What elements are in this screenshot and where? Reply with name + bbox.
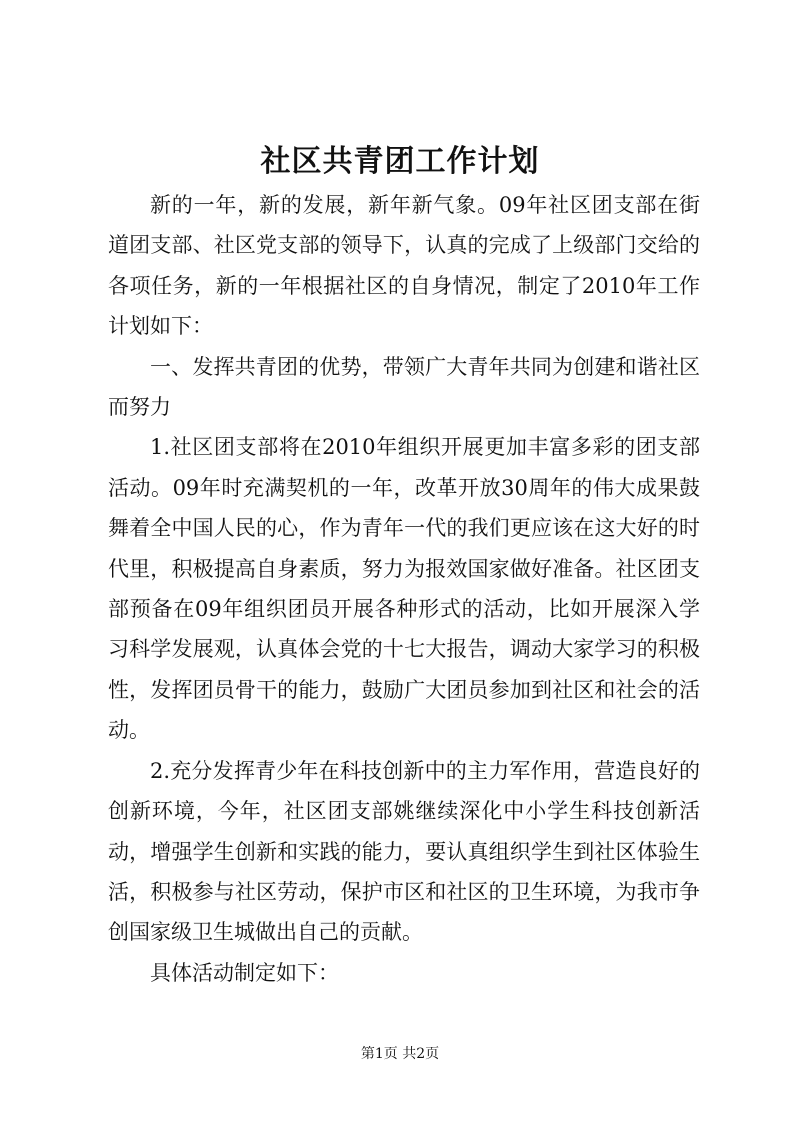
paragraph-item-one: 1.社区团支部将在2010年组织开展更加丰富多彩的团支部活动。09年时充满契机的一年，改革开放30周年的伟大成果鼓舞着全中国人民的心，作为青年一代的我们更应该在这大好的时代里，积极提高自身素质，努力为报效国家做好准备。社区团支部预备在09年组织团员开展各种形式的活动，比如开展深入学习科学发展观，认真体会党的十七大报告，调动大家学习的积极性，发挥团员骨干的能力，鼓励广大团员参加到社区和社会的活动。: [108, 435, 700, 743]
paragraph-item-two: 2.充分发挥青少年在科技创新中的主力军作用，营造良好的创新环境，今年，社区团支部姚继续深化中小学生科技创新活动，增强学生创新和实践的能力，要认真组织学生到社区体验生活，积极参与社区劳动，保护市区和社区的卫生环境，为我市争创国家级卫生城做出自己的贡献。: [108, 758, 700, 945]
paragraph-section-one-heading: 一、发挥共青团的优势，带领广大青年共同为创建和谐社区而努力: [108, 354, 700, 420]
paragraph-activities-intro: 具体活动制定如下：: [150, 960, 339, 985]
paragraph-intro: 新的一年，新的发展，新年新气象。09年社区团支部在街道团支部、社区党支部的领导下，认真的完成了上级部门交给的各项任务，新的一年根据社区的自身情况，制定了2010年工作计划如下：: [108, 193, 700, 339]
document-body: [108, 185, 700, 993]
document-title: 社区共青团工作计划: [260, 144, 540, 179]
page-number-footer: 第1页 共2页: [360, 1046, 440, 1062]
